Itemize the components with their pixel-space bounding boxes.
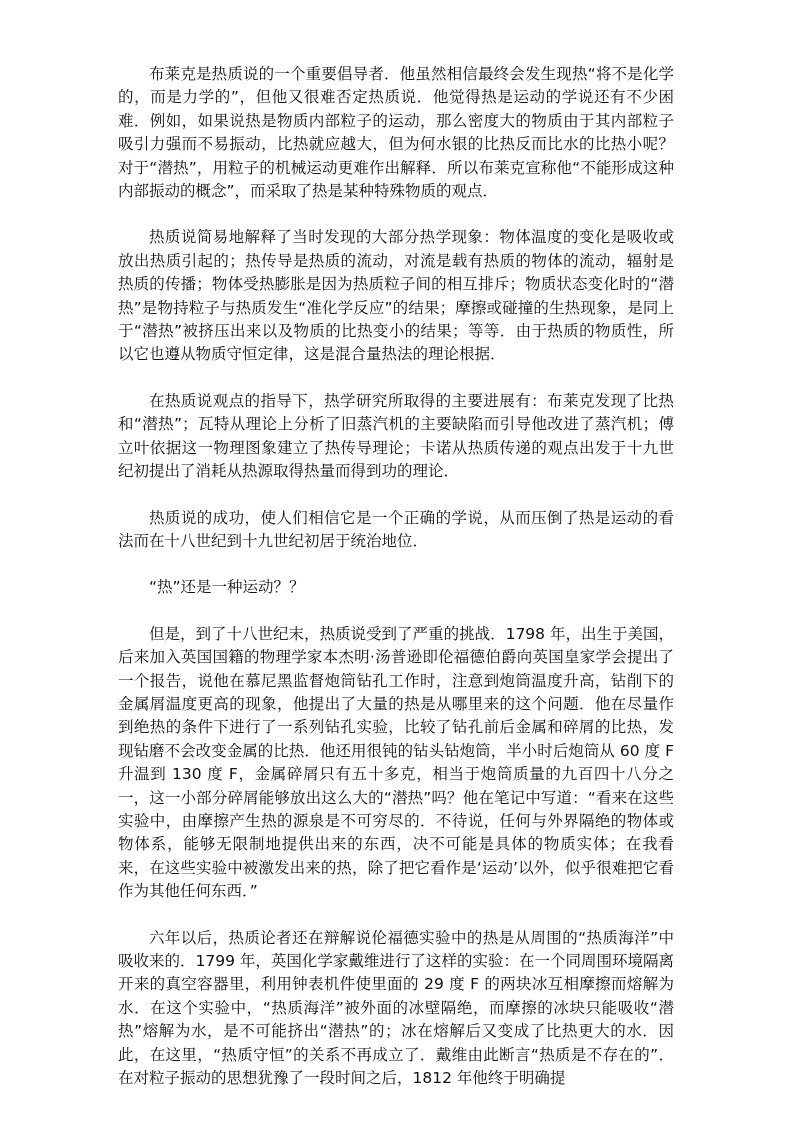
paragraph-black-caloric: 布莱克是热质说的一个重要倡导者．他虽然相信最终会发生现热“将不是化学的，而是力学的”，但他又很难否定热质说．他觉得热是运动的学说还有不少困难．例如，如果说热是物质内部粒子的运动，那么密度大的物质由于其内部粒子吸引力强而不易振动，比热就应越大，但为何水银的比热反而比水的比热小呢？对于“潜热”，用粒子的机械运动更难作出解释．所以布莱克宣称他“不能形成这种内部振动的概念”，而采取了热是某种特殊物质的观点．: [118, 65, 674, 201]
paragraph-caloric-explanations: 热质说简易地解释了当时发现的大部分热学现象：物体温度的变化是吸收或放出热质引起的；热传导是热质的流动，对流是载有热质的物体的流动，辐射是热质的传播；物体受热膨胀是因为热质粒子间的相互排斥；物质状态变化时的“潜热”是物持粒子与热质发生“准化学反应”的结果；摩擦或碰撞的生热现象，是同上于“潜热”被挤压出来以及物质的比热变小的结果；等等．由于热质的物质性，所以它也遵从物质守恒定律，这是混合量热法的理论根据．: [118, 228, 674, 364]
paragraph-caloric-dominance: 热质说的成功，使人们相信它是一个正确的学说，从而压倒了热是运动的看法而在十八世纪到十九世纪初居于统治地位．: [118, 508, 674, 550]
paragraph-davy-experiment: 六年以后，热质论者还在辩解说伦福德实验中的热是从周围的“热质海洋”中吸收来的．1799 年，英国化学家戴维进行了这样的实验：在一个同周围环境隔离开来的真空容器里，利用钟表机件使里面的 29 度 F 的两块冰互相摩擦而熔解为水．在这个实验中，“热质海洋”被外面的冰壁隔绝，而摩擦的冰块只能吸收“潜热”熔解为水，是不可能挤出“潜热”的；冰在熔解后又变成了比热更大的水．因此，在这里，“热质守恒”的关系不再成立了．戴维由此断言“热质是不存在的”．在对粒子振动的思想犹豫了一段时间之后，1812 年他终于明确提: [118, 928, 674, 1088]
section-heading: “热”还是一种运动？？: [149, 578, 305, 597]
paragraph-research-progress: 在热质说观点的指导下，热学研究所取得的主要进展有：布莱克发现了比热和“潜热”；瓦特从理论上分析了旧蒸汽机的主要缺陷而引导他改进了蒸汽机；傅立叶依据这一物理图象建立了热传导理论；卡诺从热质传递的观点出发于十九世纪初提出了消耗从热源取得热量而得到功的理论．: [118, 391, 674, 481]
document-body: [118, 63, 674, 1113]
paragraph-rumford-experiment: 但是，到了十八世纪末，热质说受到了严重的挑战．1798 年，出生于美国，后来加入英国国籍的物理学家本杰明·汤普逊即伦福德伯爵向英国皇家学会提出了一个报告，说他在慕尼黑监督炮筒钻孔工作时，注意到炮筒温度升高，钻削下的金属屑温度更高的现象，他提出了大量的热是从哪里来的这个问题．他在尽量作到绝热的条件下进行了一系列钻孔实验，比较了钻孔前后金属和碎屑的比热，发现钻磨不会改变金属的比热．他还用很钝的钻头钻炮筒，半小时后炮筒从 60 度 F 升温到 130 度 F，金属碎屑只有五十多克，相当于炮筒质量的九百四十八分之一，这一小部分碎屑能够放出这么大的“潜热”吗？他在笔记中写道：“看来在这些实验中，由摩擦产生热的源泉是不可穷尽的．不待说，任何与外界隔绝的物体或物体系，能够无限制地提供出来的东西，决不可能是具体的物质实体；在我看来，在这些实验中被激发出来的热，除了把它看作是‘运动’以外，似乎很难把它看作为其他任何东西．”: [118, 624, 674, 901]
